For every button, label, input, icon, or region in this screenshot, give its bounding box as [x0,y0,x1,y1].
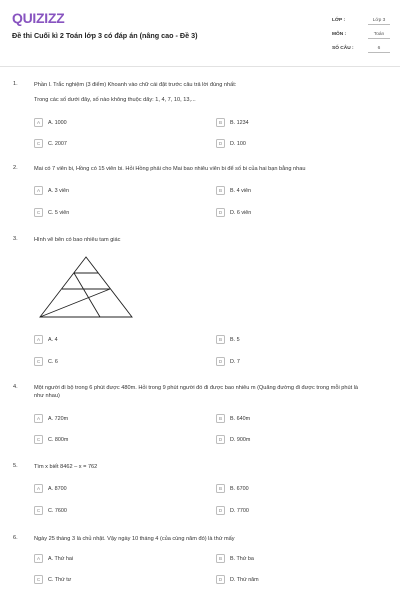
option-text: A. 1000 [48,119,67,126]
question-text: Tìm x biết 8462 – x = 762 [34,464,98,470]
option-c[interactable] [34,357,184,367]
option-text: D. 7 [230,358,240,365]
option-letter-box: D [216,435,225,444]
option-c[interactable] [34,208,184,218]
option-b[interactable] [216,186,366,196]
option-text: B. 4 viên [230,187,251,194]
option-text: D. 7700 [230,507,249,514]
option-d[interactable] [216,435,366,445]
question-number: 4. [13,384,18,390]
option-d[interactable] [216,208,366,218]
option-d[interactable] [216,357,366,367]
option-d[interactable] [216,506,366,516]
option-a[interactable] [34,335,184,345]
option-letter-box: C [34,575,43,584]
option-text: B. Thứ ba [230,555,254,562]
option-text: B. 640m [230,415,251,422]
question-number: 1. [13,81,18,87]
option-letter-box: B [216,118,225,127]
option-a[interactable] [34,118,184,128]
option-b[interactable] [216,414,366,424]
worksheet-header [0,0,400,62]
option-text: A. 3 viên [48,187,69,194]
option-letter-box: B [216,335,225,344]
question-subtext: Trong các số dưới đây, số nào không thuộc dãy: 1, 4, 7, 10, 13,... [34,97,196,103]
option-letter-box: D [216,506,225,515]
option-text: C. 800m [48,436,69,443]
meta-value: 6 [368,46,390,53]
svg-text:QUIZIZZ: QUIZIZZ [12,10,65,26]
option-letter-box: D [216,208,225,217]
option-letter-box: A [34,484,43,493]
option-letter-box: A [34,335,43,344]
question-text: Hình vẽ bên có bao nhiêu tam giác [34,237,121,243]
option-c[interactable] [34,506,184,516]
question-text: Phần I. Trắc nghiệm (3 điểm) Khoanh vào chữ cái đặt trước câu trả lời đúng nhất: [34,82,237,88]
option-d[interactable] [216,139,366,149]
meta-label: LỚP : [332,18,346,23]
triangle-figure [34,253,136,323]
option-a[interactable] [34,484,184,494]
option-text: D. Thứ năm [230,576,259,583]
option-c[interactable] [34,139,184,149]
option-letter-box: A [34,414,43,423]
option-text: B. 1234 [230,119,249,126]
option-letter-box: C [34,506,43,515]
option-b[interactable] [216,118,366,128]
option-text: A. 8700 [48,485,67,492]
option-c[interactable] [34,435,184,445]
option-letter-box: B [216,554,225,563]
option-a[interactable] [34,414,184,424]
meta-label: MÔN : [332,32,347,37]
option-text: C. 5 viên [48,209,70,216]
outer-triangle [40,257,132,317]
option-b[interactable] [216,484,366,494]
option-letter-box: D [216,139,225,148]
option-b[interactable] [216,335,366,345]
option-text: B. 5 [230,336,240,343]
option-text: D. 100 [230,140,246,147]
meta-value: Toán [368,32,390,39]
option-d[interactable] [216,575,366,585]
question-number: 6. [13,535,18,541]
question-text: Ngày 25 tháng 3 là chủ nhật. Vậy ngày 10 tháng 4 (của cùng năm đó) là thứ mấy [34,536,235,542]
option-text: A. 720m [48,415,69,422]
option-text: D. 900m [230,436,251,443]
option-letter-box: C [34,139,43,148]
option-letter-box: C [34,208,43,217]
question-text: Mai có 7 viên bi, Hồng có 15 viên bi. Hỏi Hồng phải cho Mai bao nhiêu viên bi để số bi của hai bạn bằng nhau [34,166,306,172]
meta-value: Lớp 3 [368,18,390,25]
option-text: C. 6 [48,358,58,365]
option-text: C. 7600 [48,507,67,514]
option-text: B. 6700 [230,485,249,492]
header-divider [0,66,400,67]
question-number: 3. [13,236,18,242]
option-text: C. 2007 [48,140,67,147]
option-letter-box: C [34,435,43,444]
option-letter-box: D [216,357,225,366]
option-letter-box: D [216,575,225,584]
quizizz-logo [12,10,92,26]
option-letter-box: C [34,357,43,366]
option-letter-box: B [216,414,225,423]
document-title: Đề thi Cuối kì 2 Toán lớp 3 có đáp án (nâng cao - Đề 3) [12,31,198,40]
question-number: 2. [13,165,18,171]
option-letter-box: B [216,484,225,493]
option-a[interactable] [34,186,184,196]
option-a[interactable] [34,554,184,564]
option-text: D. 6 viên [230,209,252,216]
question-number: 5. [13,463,18,469]
option-text: C. Thứ tư [48,576,72,583]
option-b[interactable] [216,554,366,564]
option-letter-box: A [34,118,43,127]
option-text: A. 4 [48,336,58,343]
option-c[interactable] [34,575,184,585]
option-letter-box: A [34,554,43,563]
option-text: A. Thứ hai [48,555,74,562]
meta-label: SỐ CÂU : [332,46,354,51]
option-letter-box: A [34,186,43,195]
question-text: Một người đi bộ trong 6 phút được 480m. Hỏi trong 9 phút người đó đi được bao nhiêu m (Quãng đường đi được trong mỗi phút là như nhau) [34,385,359,399]
option-letter-box: B [216,186,225,195]
